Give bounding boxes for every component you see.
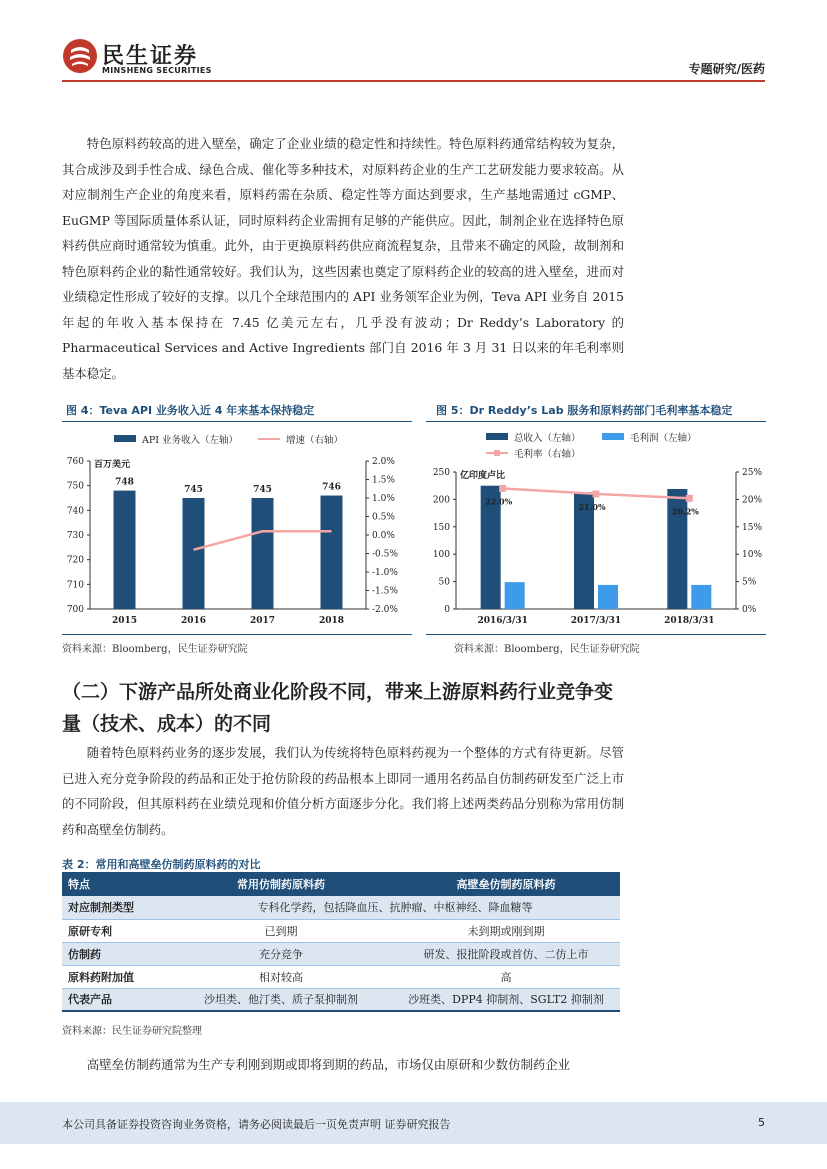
y-tick-label-left: 750 xyxy=(66,481,84,492)
y-tick-label-right: 1.0% xyxy=(372,494,395,504)
legend-swatch xyxy=(114,435,136,442)
y-tick-label-right: -1.0% xyxy=(372,568,398,578)
y-tick-label-left: 710 xyxy=(66,580,84,591)
x-tick-label: 2015 xyxy=(111,616,138,626)
y-tick-label-right: 20% xyxy=(742,495,763,506)
table-header-row xyxy=(62,872,620,896)
y-tick-label-left: 0 xyxy=(444,605,450,615)
closing-paragraph: 高壁垒仿制药通常为生产专利刚到期或即将到期的药品，市场仅由原研和少数仿制药企业 xyxy=(86,1057,571,1072)
table-cell: 已到期 xyxy=(170,919,392,942)
bar xyxy=(114,491,136,609)
logo-text-en: MINSHENG SECURITIES xyxy=(102,66,212,75)
y-tick-label-left: 200 xyxy=(432,495,450,506)
section-paragraph: 随着特色原料药业务的逐步发展，我们认为传统将特色原料药视为一个整体的方式有待更新。尽管已进入充分竞争阶段的药品和正处于抢仿阶段的药品根本上即同一通用名药品自仿制药研发至广泛上市的不同阶段，但其原料药在业绩兑现和价值分析方面逐步分化。我们将上述两类药品分别称为常用仿制药和高壁垒仿制药。 xyxy=(62,745,624,837)
legend-label: 毛利率（右轴） xyxy=(514,449,581,460)
data-label: 22.0% xyxy=(485,496,513,507)
figure5-title-rule xyxy=(426,421,766,422)
report-category: 专题研究/医药 xyxy=(688,62,765,76)
x-tick-label: 2018/3/31 xyxy=(664,616,715,626)
legend-swatch xyxy=(602,433,624,440)
table-cell: 充分竞争 xyxy=(170,942,392,965)
table-row xyxy=(62,942,620,965)
table-title: 表 2：常用和高壁垒仿制药原料药的对比 xyxy=(62,858,261,871)
y-tick-label-right: 0% xyxy=(742,605,757,615)
line-point xyxy=(499,485,506,492)
y-tick-label-right: -0.5% xyxy=(372,549,398,560)
legend-marker xyxy=(494,450,500,456)
table-row xyxy=(62,919,620,942)
footer-disclaimer: 本公司具备证券投资咨询业务资格，请务必阅读最后一页免责声明 证券研究报告 xyxy=(62,1118,451,1131)
row-label: 原研专利 xyxy=(62,919,170,942)
y-tick-label-left: 740 xyxy=(66,506,84,517)
y-tick-label-left: 250 xyxy=(432,468,450,478)
intro-paragraph: 特色原料药较高的进入壁垒，确定了企业业绩的稳定性和持续性。特色原料药通常结构较为复杂，其合成涉及到手性合成、绿色合成、催化等多种技术，对原料药企业的生产工艺研发能力要求较高。从对应制剂生产企业的角度来看，原料药需在杂质、稳定性等方面达到要求，生产基地需通过 cGMP、EuGMP 等国际质量体系认证，同时原料药企业需拥有足够的产能供应。因此，制剂企业在选择特色原料药供应商时通常较为慎重。此外，由于更换原料药供应商流程复杂，且带来不确定的风险，故制剂和特色原料药企业的黏性通常较好。我们认为，这些因素也奠定了原料药企业的较高的进入壁垒，进而对业绩稳定性形成了较好的支撑。以几个全球范围内的 API 业务领军企业为例，Teva API 业务自 2015 年起的年收入基本保持在 7.45 亿美元左右，几乎没有波动；Dr Reddy’s Laboratory 的 Pharmaceutical Services and Active Ingredients 部门自 2016 年 3 月 31 日以来的年毛利率则基本稳定。 xyxy=(62,136,624,381)
page-number: 5 xyxy=(758,1116,765,1129)
figure4-title-rule xyxy=(62,421,412,422)
y-tick-label-right: 25% xyxy=(742,468,763,478)
row-label: 代表产品 xyxy=(62,988,170,1011)
table-cell: 研发、报批阶段或首仿、二仿上市 xyxy=(392,942,620,965)
y-tick-label-left: 150 xyxy=(432,522,450,533)
minsheng-logo-icon xyxy=(62,38,98,74)
table-row xyxy=(62,896,620,919)
y-tick-label-left: 100 xyxy=(432,550,450,561)
y-tick-label-right: 5% xyxy=(742,577,757,588)
table-cell: 相对较高 xyxy=(170,965,392,988)
y-tick-label-left: 760 xyxy=(66,457,84,467)
bar xyxy=(252,498,274,609)
y-tick-label-right: 15% xyxy=(742,522,763,533)
y-tick-label-left: 720 xyxy=(66,555,84,566)
row-label: 原料药附加值 xyxy=(62,965,170,988)
y-tick-label-right: 0.5% xyxy=(372,512,395,523)
y-tick-label-left: 730 xyxy=(66,531,84,541)
legend-label: 毛利润（左轴） xyxy=(630,433,697,444)
y-tick-label-right: -2.0% xyxy=(372,605,398,615)
table-row xyxy=(62,965,620,988)
table-cell: 未到期或刚到期 xyxy=(392,919,620,942)
data-label: 745 xyxy=(253,485,272,495)
data-label: 748 xyxy=(115,477,134,488)
figure5-bottom-rule xyxy=(426,634,766,635)
logo-text-cn: 民生证券 xyxy=(102,44,199,69)
line-point xyxy=(593,490,600,497)
legend-label: 总收入（左轴） xyxy=(514,433,581,444)
figure4-chart xyxy=(62,425,412,630)
table-row xyxy=(62,988,620,1011)
table-header-cell: 高壁垒仿制药原料药 xyxy=(392,872,620,896)
data-label: 746 xyxy=(322,482,341,493)
bar xyxy=(691,585,711,609)
figure4-title: 图 4：Teva API 业务收入近 4 年来基本保持稳定 xyxy=(66,404,315,417)
y-tick-label-right: 10% xyxy=(742,550,763,561)
y-tick-label-left: 700 xyxy=(66,605,84,615)
table-header-cell: 常用仿制药原料药 xyxy=(170,872,392,896)
legend-swatch xyxy=(486,433,508,440)
table-source: 资料来源：民生证券研究院整理 xyxy=(62,1026,202,1037)
y-tick-label-right: 2.0% xyxy=(372,457,395,467)
figure4-source: 资料来源：Bloomberg，民生证券研究院 xyxy=(62,644,248,655)
x-tick-label: 2018 xyxy=(318,616,345,626)
figure5-title: 图 5：Dr Reddy’s Lab 服务和原料药部门毛利率基本稳定 xyxy=(436,404,733,417)
table-cell: 沙坦类、他汀类、质子泵抑制剂 xyxy=(170,988,392,1011)
header-divider xyxy=(62,80,765,82)
bar xyxy=(505,582,525,609)
company-logo xyxy=(62,38,212,78)
x-tick-label: 2017/3/31 xyxy=(570,616,622,626)
data-label: 21.0% xyxy=(578,501,606,512)
table-cell: 沙班类、DPP4 抑制剂、SGLT2 抑制剂 xyxy=(392,988,620,1011)
figure4-bottom-rule xyxy=(62,634,412,635)
page-header xyxy=(0,0,827,82)
bar xyxy=(321,496,343,609)
y-tick-label-left: 50 xyxy=(438,577,450,588)
comparison-table xyxy=(62,872,620,1012)
legend-label: 增速（右轴） xyxy=(286,435,344,446)
row-label: 仿制药 xyxy=(62,942,170,965)
figure5-source: 资料来源：Bloomberg，民生证券研究院 xyxy=(454,644,640,655)
y-tick-label-right: 1.5% xyxy=(372,475,395,486)
bar xyxy=(598,585,618,609)
table-cell: 高 xyxy=(392,965,620,988)
unit-label: 百万美元 xyxy=(94,460,131,470)
bar xyxy=(183,498,205,609)
data-label: 745 xyxy=(184,485,203,495)
figure5-chart xyxy=(426,425,766,630)
table-header-cell: 特点 xyxy=(62,872,170,896)
x-tick-label: 2016 xyxy=(180,616,207,626)
line-point xyxy=(686,495,693,502)
row-label: 对应制剂类型 xyxy=(62,896,170,919)
data-label: 20.2% xyxy=(671,506,699,517)
y-tick-label-right: -1.5% xyxy=(372,586,398,597)
x-tick-label: 2017 xyxy=(249,616,276,626)
section-heading: （二）下游产品所处商业化阶段不同，带来上游原料药行业竞争变量（技术、成本）的不同 xyxy=(62,681,614,735)
legend-label: API 业务收入（左轴） xyxy=(142,435,239,446)
y-tick-label-right: 0.0% xyxy=(372,531,395,541)
x-tick-label: 2016/3/31 xyxy=(477,616,528,626)
unit-label: 亿印度卢比 xyxy=(460,471,506,481)
table-cell: 专科化学药，包括降血压、抗肿瘤、中枢神经、降血糖等 xyxy=(170,896,620,919)
